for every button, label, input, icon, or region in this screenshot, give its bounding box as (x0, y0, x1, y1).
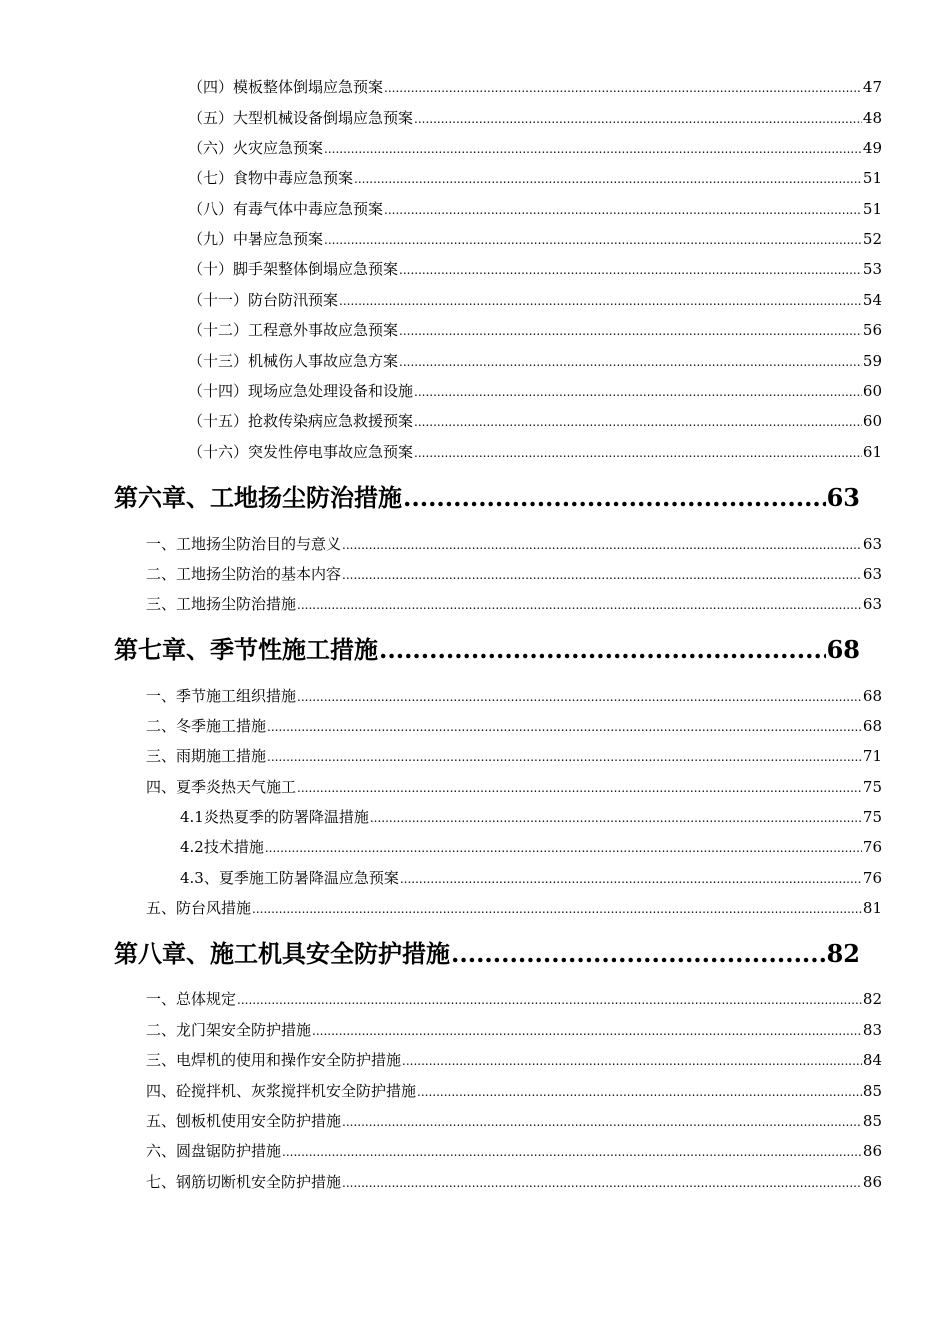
toc-entry[interactable] (188, 198, 882, 220)
toc-leader-dots (384, 77, 862, 99)
toc-entry-title: 三、工地扬尘防治措施 (146, 595, 297, 613)
toc-entry-title: 4.3、夏季施工防暑降温应急预案 (180, 869, 399, 887)
toc-leader-dots (402, 1050, 862, 1072)
toc-leader-dots (297, 777, 862, 799)
toc-leader-dots (342, 1111, 862, 1133)
toc-chapter-page: 68 (826, 635, 860, 664)
toc-entry-page: 61 (862, 443, 882, 461)
toc-entry-title: 五、防台风措施 (146, 899, 252, 917)
toc-chapter[interactable] (114, 937, 860, 971)
toc-entry[interactable] (188, 410, 882, 432)
toc-entry-page: 48 (862, 109, 882, 127)
toc-entry-page: 68 (862, 687, 882, 705)
toc-entry-title: 一、季节施工组织措施 (146, 687, 297, 705)
toc-leader-dots (379, 633, 826, 667)
toc-entry[interactable] (146, 1049, 882, 1071)
toc-entry-page: 63 (862, 535, 882, 553)
toc-entry-page: 59 (862, 352, 882, 370)
toc-entry-page: 60 (862, 382, 882, 400)
toc-leader-dots (312, 1020, 862, 1042)
toc-entry-page: 75 (862, 808, 882, 826)
toc-leader-dots (400, 868, 862, 890)
toc-entry[interactable] (188, 258, 882, 280)
toc-entry-title: 四、砼搅拌机、灰浆搅拌机安全防护措施 (146, 1082, 417, 1100)
toc-entry[interactable] (146, 1080, 882, 1102)
toc-entry-page: 63 (862, 565, 882, 583)
toc-chapter-page: 63 (826, 483, 860, 512)
toc-entry-page: 52 (862, 230, 882, 248)
toc-entry-page: 53 (862, 260, 882, 278)
toc-entry[interactable] (180, 867, 882, 889)
toc-entry[interactable] (188, 441, 882, 463)
toc-entry-page: 86 (862, 1142, 882, 1160)
toc-entry-title: 四、夏季炎热天气施工 (146, 778, 297, 796)
toc-leader-dots (267, 716, 862, 738)
toc-entry[interactable] (146, 593, 882, 615)
toc-leader-dots (342, 564, 862, 586)
toc-entry-title: 4.1炎热夏季的防署降温措施 (180, 808, 369, 826)
toc-entry-title: 三、雨期施工措施 (146, 747, 267, 765)
toc-entry[interactable] (180, 836, 882, 858)
toc-entry-title: 五、刨板机使用安全防护措施 (146, 1112, 342, 1130)
toc-entry-title: （八）有毒气体中毒应急预案 (188, 200, 384, 218)
toc-entry-page: 63 (862, 595, 882, 613)
toc-leader-dots (451, 937, 826, 971)
toc-leader-dots (414, 108, 862, 130)
toc-leader-dots (384, 199, 862, 221)
toc-entry[interactable] (188, 76, 882, 98)
toc-entry-page: 82 (862, 990, 882, 1008)
toc-chapter[interactable] (114, 633, 860, 667)
toc-leader-dots (414, 381, 862, 403)
toc-leader-dots (403, 481, 826, 515)
toc-entry-title: （五）大型机械设备倒塌应急预案 (188, 109, 414, 127)
toc-entry[interactable] (146, 1171, 882, 1193)
toc-entry-title: 二、冬季施工措施 (146, 717, 267, 735)
toc-entry-title: 一、工地扬尘防治目的与意义 (146, 535, 342, 553)
toc-entry[interactable] (146, 1140, 882, 1162)
toc-entry[interactable] (188, 228, 882, 250)
toc-leader-dots (297, 686, 862, 708)
toc-leader-dots (342, 1172, 862, 1194)
toc-leader-dots (267, 746, 862, 768)
toc-chapter-title: 第七章、季节性施工措施 (114, 635, 378, 664)
toc-entry-title: 六、圆盘锯防护措施 (146, 1142, 282, 1160)
toc-entry-title: （十一）防台防汛预案 (188, 291, 339, 309)
toc-entry-title: （四）模板整体倒塌应急预案 (188, 78, 384, 96)
toc-entry-page: 51 (862, 200, 882, 218)
toc-entry-title: 三、电焊机的使用和操作安全防护措施 (146, 1051, 402, 1069)
toc-entry[interactable] (146, 563, 882, 585)
toc-leader-dots (237, 989, 862, 1011)
toc-entry[interactable] (146, 1019, 882, 1041)
toc-leader-dots (417, 1081, 862, 1103)
toc-entry[interactable] (146, 897, 882, 919)
toc-entry-title: （十二）工程意外事故应急预案 (188, 321, 399, 339)
toc-entry[interactable] (180, 806, 882, 828)
toc-entry-title: （十六）突发性停电事故应急预案 (188, 443, 414, 461)
toc-entry[interactable] (188, 319, 882, 341)
toc-entry-title: （十）脚手架整体倒塌应急预案 (188, 260, 399, 278)
toc-entry-title: 二、工地扬尘防治的基本内容 (146, 565, 342, 583)
toc-entry-page: 83 (862, 1021, 882, 1039)
toc-entry-page: 56 (862, 321, 882, 339)
toc-entry[interactable] (146, 715, 882, 737)
toc-entry[interactable] (188, 380, 882, 402)
toc-entry-page: 51 (862, 169, 882, 187)
toc-leader-dots (297, 594, 862, 616)
toc-entry-page: 60 (862, 412, 882, 430)
toc-leader-dots (399, 259, 862, 281)
toc-chapter[interactable] (114, 481, 860, 515)
toc-entry-title: 4.2技术措施 (180, 838, 264, 856)
toc-entry[interactable] (146, 988, 882, 1010)
toc-entry[interactable] (188, 107, 882, 129)
toc-entry-page: 81 (862, 899, 882, 917)
toc-leader-dots (265, 837, 862, 859)
toc-leader-dots (339, 290, 862, 312)
toc-entry-page: 75 (862, 778, 882, 796)
toc-entry-title: 七、钢筋切断机安全防护措施 (146, 1173, 342, 1191)
toc-entry[interactable] (188, 137, 882, 159)
toc-entry-page: 85 (862, 1082, 882, 1100)
toc-entry-page: 76 (862, 838, 882, 856)
toc-entry[interactable] (146, 1110, 882, 1132)
toc-leader-dots (370, 807, 862, 829)
toc-entry[interactable] (188, 167, 882, 189)
toc-entry-page: 86 (862, 1173, 882, 1191)
toc-entry-title: （十五）抢救传染病应急救援预案 (188, 412, 414, 430)
toc-leader-dots (342, 534, 862, 556)
toc-chapter-title: 第八章、施工机具安全防护措施 (114, 939, 450, 968)
toc-chapter-page: 82 (826, 939, 860, 968)
toc-entry[interactable] (188, 350, 882, 372)
toc-leader-dots (324, 138, 862, 160)
toc-entry-title: （七）食物中毒应急预案 (188, 169, 354, 187)
toc-entry-page: 49 (862, 139, 882, 157)
toc-entry[interactable] (146, 745, 882, 767)
toc-entry-title: （十四）现场应急处理设备和设施 (188, 382, 414, 400)
toc-entry[interactable] (146, 776, 882, 798)
toc-entry-page: 76 (862, 869, 882, 887)
toc-leader-dots (252, 898, 862, 920)
toc-entry-page: 54 (862, 291, 882, 309)
toc-entry-title: （六）火灾应急预案 (188, 139, 324, 157)
toc-leader-dots (282, 1141, 862, 1163)
toc-entry-title: （十三）机械伤人事故应急方案 (188, 352, 399, 370)
toc-entry-page: 84 (862, 1051, 882, 1069)
toc-entry[interactable] (188, 289, 882, 311)
toc-chapter-title: 第六章、工地扬尘防治措施 (114, 483, 402, 512)
toc-leader-dots (414, 442, 862, 464)
toc-leader-dots (399, 351, 862, 373)
toc-entry-page: 85 (862, 1112, 882, 1130)
toc-entry[interactable] (146, 533, 882, 555)
toc-leader-dots (324, 229, 862, 251)
toc-entry-page: 68 (862, 717, 882, 735)
toc-entry-title: （九）中暑应急预案 (188, 230, 324, 248)
toc-entry-page: 47 (862, 78, 882, 96)
toc-entry-page: 71 (862, 747, 882, 765)
toc-entry[interactable] (146, 685, 882, 707)
toc-leader-dots (354, 168, 862, 190)
toc-entry-title: 二、龙门架安全防护措施 (146, 1021, 312, 1039)
toc-leader-dots (414, 411, 862, 433)
toc-leader-dots (399, 320, 862, 342)
toc-entry-title: 一、总体规定 (146, 990, 237, 1008)
